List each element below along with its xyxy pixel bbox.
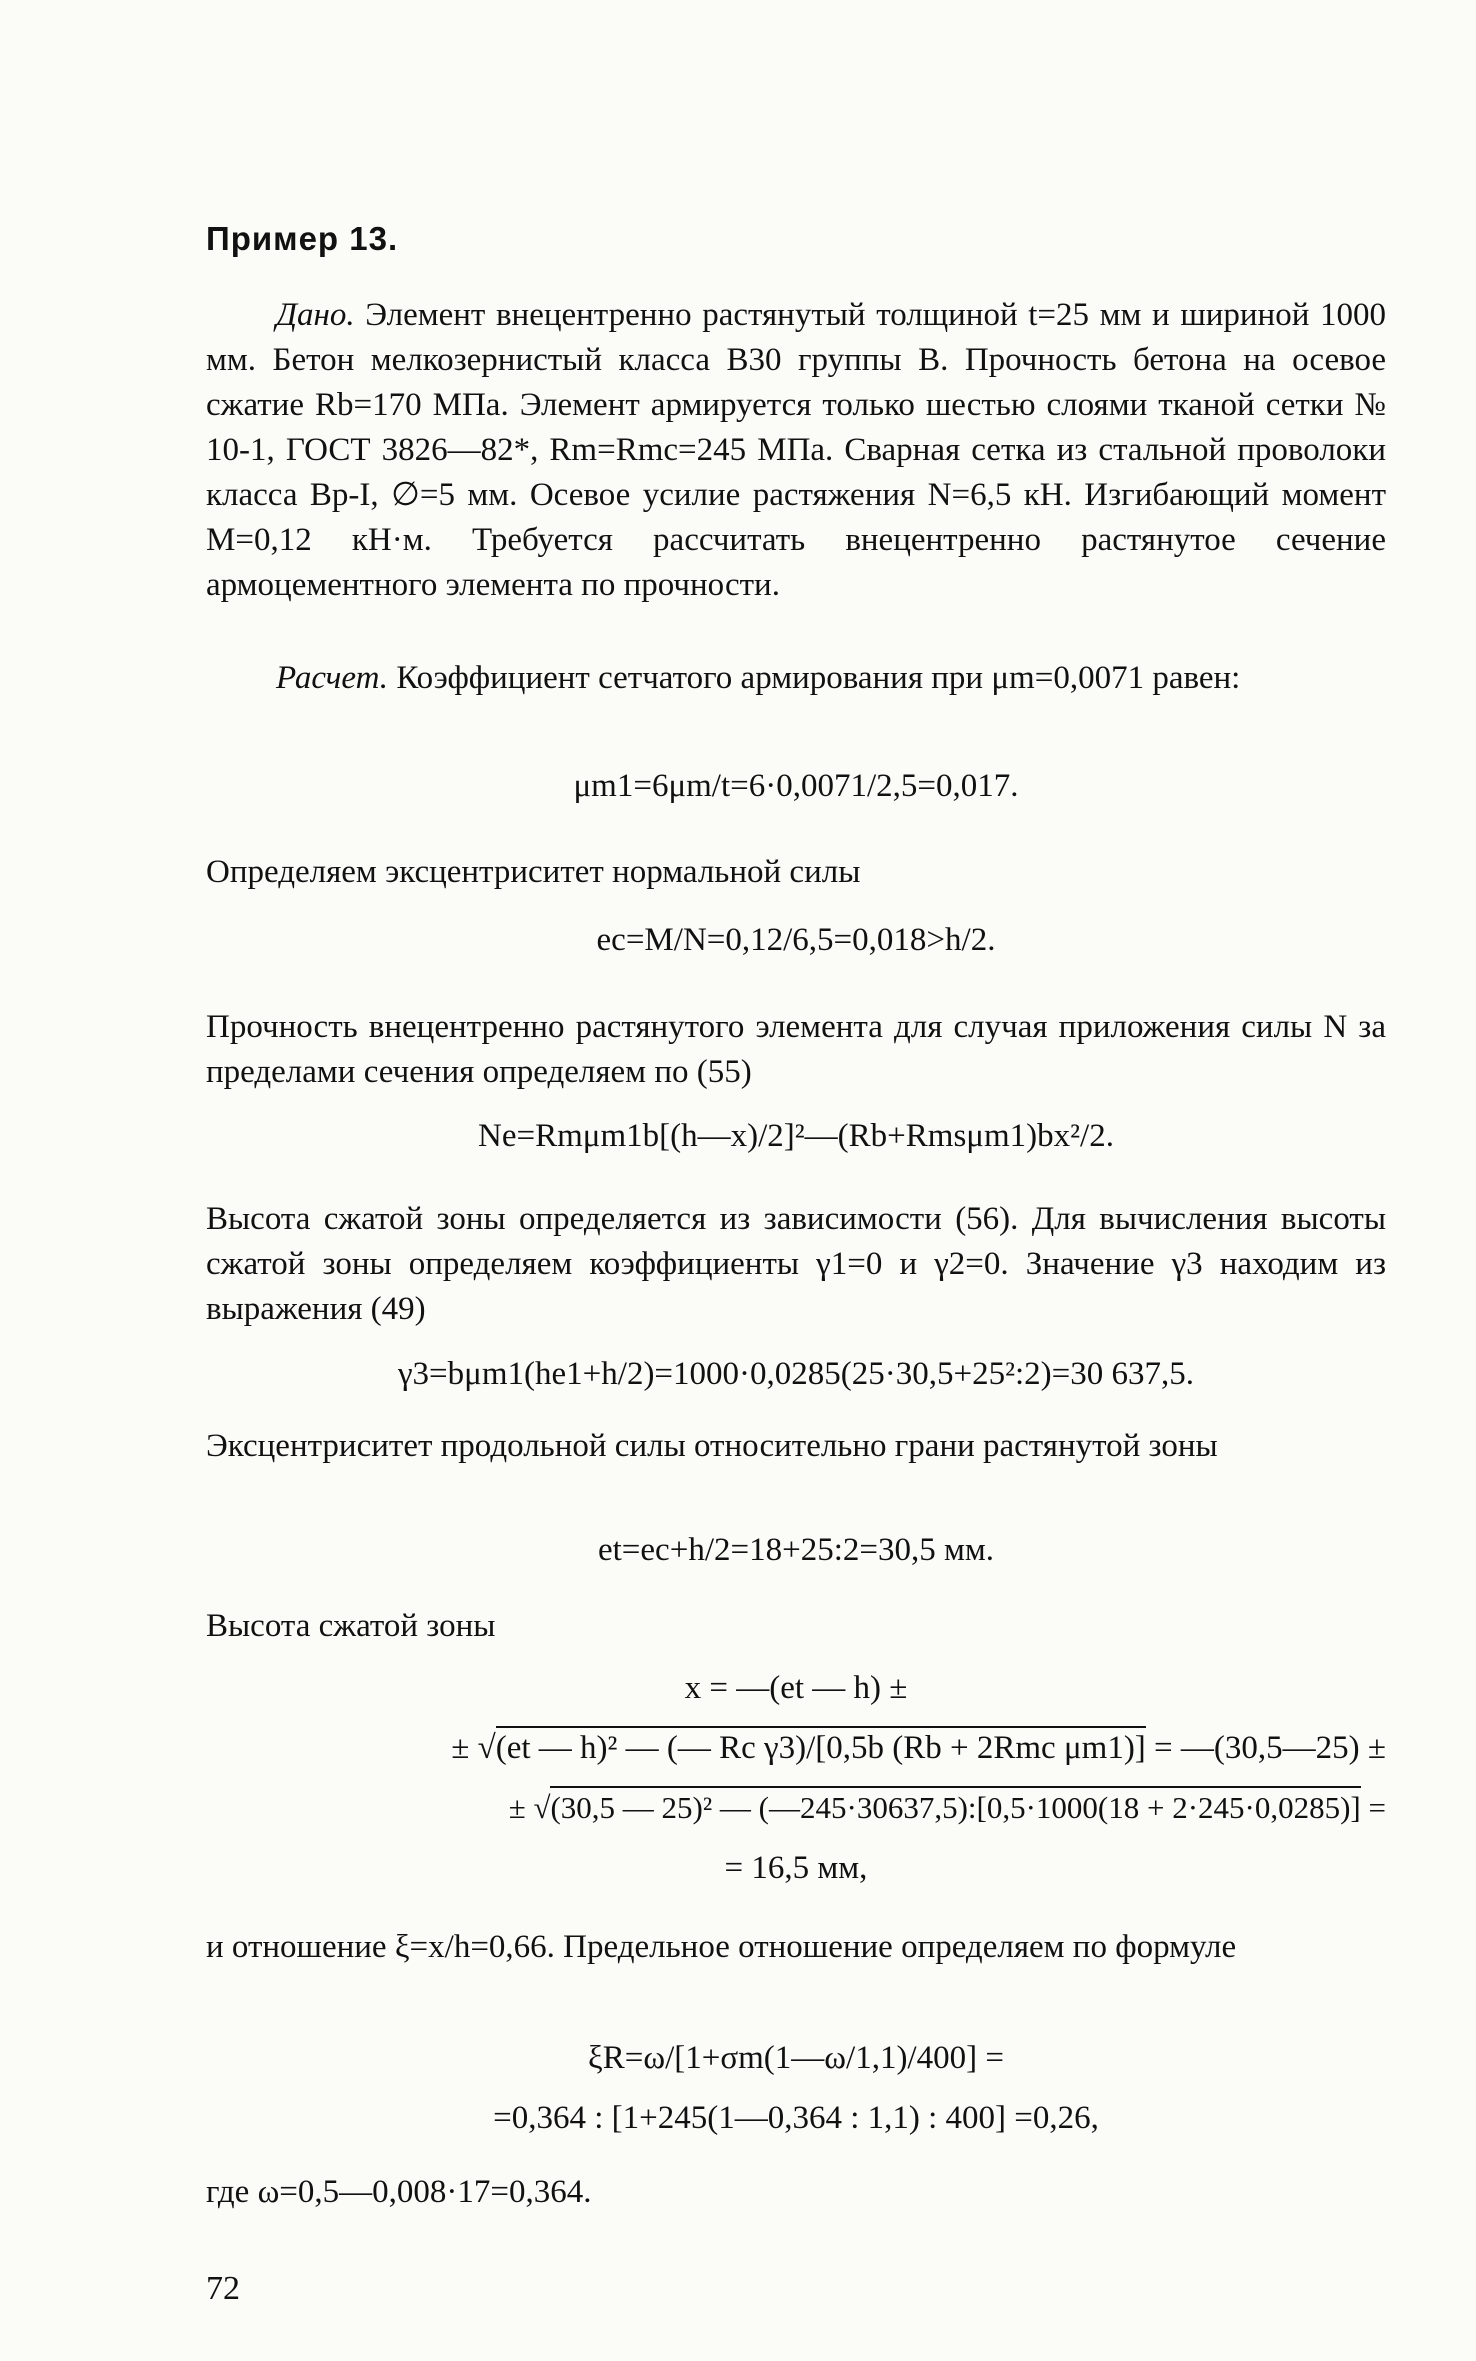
equation-xi-r: ξR=ω/[1+σm(1—ω/1,1)/400] =: [588, 2040, 1004, 2076]
equation-ne: Ne=Rmμm1b[(h—x)/2]²—(Rb+Rmsμm1)bx²/2.: [478, 1118, 1114, 1154]
sqrt-sign: √(et — h)² — (— Rc γ3)/[0,5b (Rb + 2Rmc μm1)]: [478, 1730, 1146, 1767]
equation-ec: ec=M/N=0,12/6,5=0,018>h/2.: [596, 922, 996, 958]
sqrt-sign-numeric: √(30,5 — 25)² — (—245·30637,5):[0,5·1000(18 + 2·245·0,0285)]: [533, 1790, 1360, 1826]
omega-paragraph: где ω=0,5—0,008·17=0,364.: [206, 2174, 592, 2210]
ratio-paragraph: и отношение ξ=x/h=0,66. Предельное отношение определяем по формуле: [206, 1929, 1237, 1965]
x-intro: Высота сжатой зоны: [206, 1608, 496, 1644]
numeric-radicand: (30,5 — 25)² — (—245·30637,5):[0,5·1000(18 + 2·245·0,0285)]: [550, 1786, 1360, 1825]
equation-et: et=ec+h/2=18+25:2=30,5 мм.: [597, 1532, 995, 1568]
radical-suffix: = —(30,5—25) ±: [1145, 1730, 1386, 1766]
equation-mu: μm1=6μm/t=6·0,0071/2,5=0,017.: [573, 768, 1019, 804]
equation-x-radical: [206, 1730, 1386, 1767]
calc-text: Коэффициент сетчатого армирования при μm=0,0071 равен:: [396, 660, 1241, 696]
equation-gamma3: γ3=bμm1(he1+h/2)=1000·0,0285(25·30,5+25²:2)=30 637,5.: [397, 1356, 1195, 1392]
radicand: (et — h)² — (— Rc γ3)/[0,5b (Rb + 2Rmc μm1)]: [496, 1726, 1146, 1766]
equation-x-result: = 16,5 мм,: [724, 1850, 868, 1886]
calc-lead: Расчет.: [276, 660, 389, 696]
strength-paragraph: Прочность внецентренно растянутого элемента для случая приложения силы N за пределами сечения определяем по (55): [206, 1009, 1386, 1090]
height-paragraph: Высота сжатой зоны определяется из зависимости (56). Для вычисления высоты сжатой зоны определяем коэффициенты γ1=0 и γ2=0. Значение γ3 находим из выражения (49): [206, 1201, 1386, 1327]
given-paragraph: [206, 293, 1386, 608]
page-number: 72: [206, 2270, 240, 2307]
radical-prefix: ±: [451, 1730, 478, 1766]
equation-xi-r-value: =0,364 : [1+245(1—0,364 : 1,1) : 400] =0,26,: [493, 2100, 1099, 2136]
calc-paragraph: [206, 656, 1386, 701]
numeric-prefix: ±: [508, 1790, 534, 1825]
example-heading: Пример 13.: [206, 220, 399, 257]
given-lead: Дано.: [276, 297, 355, 333]
given-text: Элемент внецентренно растянутый толщиной t=25 мм и шириной 1000 мм. Бетон мелкозернистый класса В30 группы В. Прочность бетона на осевое сжатие Rb=170 МПа. Элемент армируется только шестью слоями тканой сетки № 10-1, ГОСТ 3826—82*, Rm=Rmc=245 МПа. Сварная сетка из стальной проволоки класса Вр-I, ∅=5 мм. Осевое усилие растяжения N=6,5 кН. Изгибающий момент M=0,12 кН·м. Требуется рассчитать внецентренно растянутое сечение армоцементного элемента по прочности.: [206, 297, 1386, 603]
numeric-suffix: =: [1360, 1790, 1386, 1825]
equation-x-numeric: [206, 1790, 1386, 1826]
eccentricity2-paragraph: Эксцентриситет продольной силы относительно грани растянутой зоны: [206, 1428, 1218, 1464]
equation-x: x = —(et — h) ±: [684, 1670, 908, 1706]
eccentricity-intro: Определяем эксцентриситет нормальной силы: [206, 854, 861, 890]
